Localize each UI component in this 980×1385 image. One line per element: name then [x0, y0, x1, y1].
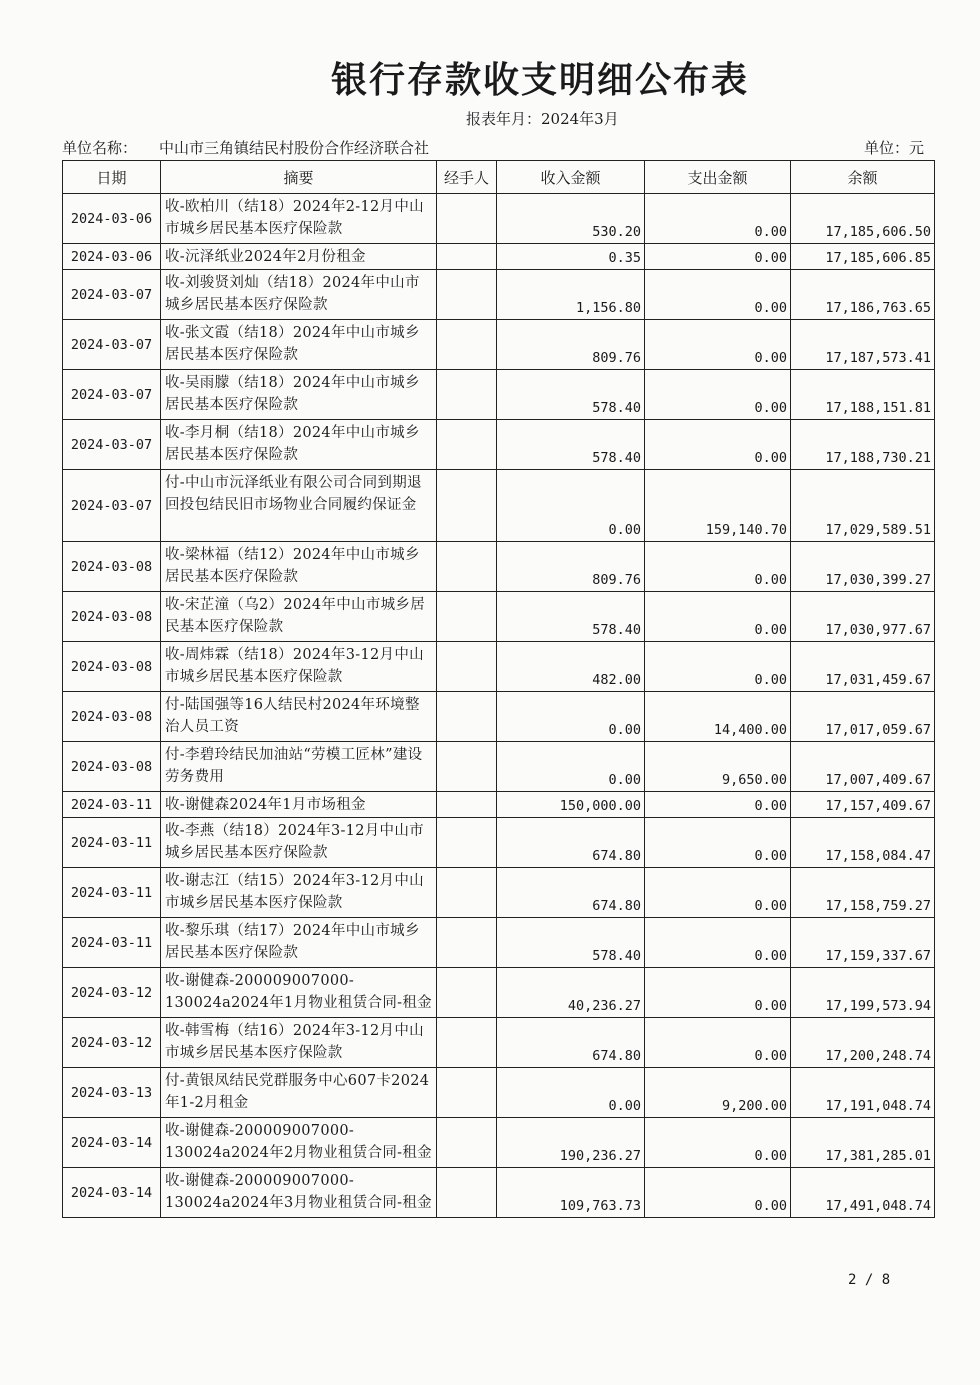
- cell-balance: 17,185,606.85: [791, 244, 935, 270]
- cell-balance: 17,030,399.27: [791, 542, 935, 592]
- cell-income: 809.76: [497, 320, 645, 370]
- cell-date: 2024-03-08: [63, 742, 161, 792]
- table-row: [63, 692, 935, 742]
- cell-income: 530.20: [497, 194, 645, 244]
- cell-summary: 付-陆国强等16人结民村2024年环境整治人员工资: [161, 692, 437, 742]
- cell-date: 2024-03-11: [63, 868, 161, 918]
- cell-date: 2024-03-11: [63, 792, 161, 818]
- cell-balance: 17,188,151.81: [791, 370, 935, 420]
- cell-handler: [437, 542, 497, 592]
- cell-date: 2024-03-07: [63, 270, 161, 320]
- cell-summary: 收-沅泽纸业2024年2月份租金: [161, 244, 437, 270]
- col-header-summary: 摘要: [161, 161, 437, 194]
- cell-summary: 收-谢健森-200009007000-130024a2024年1月物业租赁合同-租金: [161, 968, 437, 1018]
- table-row: [63, 1168, 935, 1218]
- cell-handler: [437, 1118, 497, 1168]
- cell-date: 2024-03-11: [63, 918, 161, 968]
- cell-expense: 0.00: [645, 818, 791, 868]
- cell-balance: 17,159,337.67: [791, 918, 935, 968]
- cell-income: 578.40: [497, 370, 645, 420]
- cell-income: 578.40: [497, 918, 645, 968]
- table-row: [63, 1118, 935, 1168]
- cell-income: 578.40: [497, 420, 645, 470]
- cell-handler: [437, 968, 497, 1018]
- cell-expense: 0.00: [645, 792, 791, 818]
- cell-income: 0.35: [497, 244, 645, 270]
- cell-summary: 收-黎乐琪（结17）2024年中山市城乡居民基本医疗保险款: [161, 918, 437, 968]
- cell-expense: 14,400.00: [645, 692, 791, 742]
- cell-income: 578.40: [497, 592, 645, 642]
- cell-handler: [437, 692, 497, 742]
- cell-date: 2024-03-07: [63, 470, 161, 542]
- cell-date: 2024-03-07: [63, 420, 161, 470]
- cell-expense: 159,140.70: [645, 470, 791, 542]
- cell-handler: [437, 792, 497, 818]
- cell-income: 150,000.00: [497, 792, 645, 818]
- table-row: [63, 1018, 935, 1068]
- table-row: [63, 592, 935, 642]
- cell-balance: 17,200,248.74: [791, 1018, 935, 1068]
- report-period: 报表年月：2024年3月: [466, 110, 619, 128]
- cell-summary: 收-宋芷潼（乌2）2024年中山市城乡居民基本医疗保险款: [161, 592, 437, 642]
- cell-summary: 收-吴雨朦（结18）2024年中山市城乡居民基本医疗保险款: [161, 370, 437, 420]
- cell-summary: 付-黄银凤结民党群服务中心607卡2024年1-2月租金: [161, 1068, 437, 1118]
- cell-handler: [437, 1168, 497, 1218]
- table-row: [63, 320, 935, 370]
- table-row: [63, 642, 935, 692]
- cell-balance: 17,031,459.67: [791, 642, 935, 692]
- cell-income: 674.80: [497, 1018, 645, 1068]
- cell-balance: 17,185,606.50: [791, 194, 935, 244]
- cell-summary: 收-刘骏贤刘灿（结18）2024年中山市城乡居民基本医疗保险款: [161, 270, 437, 320]
- cell-handler: [437, 742, 497, 792]
- cell-expense: 0.00: [645, 320, 791, 370]
- cell-expense: 0.00: [645, 918, 791, 968]
- table-row: [63, 244, 935, 270]
- cell-balance: 17,030,977.67: [791, 592, 935, 642]
- cell-summary: 收-欧柏川（结18）2024年2-12月中山市城乡居民基本医疗保险款: [161, 194, 437, 244]
- table-row: [63, 420, 935, 470]
- cell-handler: [437, 642, 497, 692]
- cell-balance: 17,186,763.65: [791, 270, 935, 320]
- cell-handler: [437, 270, 497, 320]
- page-number: 2 / 8: [848, 1272, 891, 1288]
- cell-expense: 0.00: [645, 244, 791, 270]
- table-header-row: [63, 161, 935, 194]
- cell-summary: 收-谢健森-200009007000-130024a2024年3月物业租赁合同-租金: [161, 1168, 437, 1218]
- cell-date: 2024-03-14: [63, 1118, 161, 1168]
- cell-expense: 0.00: [645, 370, 791, 420]
- document-title: 银行存款收支明细公布表: [330, 60, 749, 101]
- cell-expense: 0.00: [645, 1168, 791, 1218]
- cell-date: 2024-03-13: [63, 1068, 161, 1118]
- cell-handler: [437, 420, 497, 470]
- unit-name-label: 单位名称：: [62, 139, 138, 157]
- cell-expense: 0.00: [645, 1018, 791, 1068]
- cell-expense: 9,650.00: [645, 742, 791, 792]
- cell-summary: 收-韩雪梅（结16）2024年3-12月中山市城乡居民基本医疗保险款: [161, 1018, 437, 1068]
- cell-income: 482.00: [497, 642, 645, 692]
- currency-unit: 单位：元: [863, 139, 924, 157]
- cell-income: 40,236.27: [497, 968, 645, 1018]
- cell-balance: 17,187,573.41: [791, 320, 935, 370]
- col-header-date: 日期: [63, 161, 161, 194]
- cell-balance: 17,157,409.67: [791, 792, 935, 818]
- cell-summary: 收-谢健森2024年1月市场租金: [161, 792, 437, 818]
- cell-date: 2024-03-07: [63, 370, 161, 420]
- cell-handler: [437, 244, 497, 270]
- col-header-income: 收入金额: [497, 161, 645, 194]
- table-row: [63, 194, 935, 244]
- cell-summary: 收-张文霞（结18）2024年中山市城乡居民基本医疗保险款: [161, 320, 437, 370]
- cell-date: 2024-03-08: [63, 642, 161, 692]
- cell-summary: 收-周炜霖（结18）2024年3-12月中山市城乡居民基本医疗保险款: [161, 642, 437, 692]
- cell-date: 2024-03-08: [63, 692, 161, 742]
- cell-date: 2024-03-12: [63, 1018, 161, 1068]
- table-row: [63, 742, 935, 792]
- cell-handler: [437, 918, 497, 968]
- cell-income: 674.80: [497, 868, 645, 918]
- cell-date: 2024-03-08: [63, 592, 161, 642]
- cell-summary: 收-谢健森-200009007000-130024a2024年2月物业租赁合同-租金: [161, 1118, 437, 1168]
- cell-date: 2024-03-07: [63, 320, 161, 370]
- cell-balance: 17,199,573.94: [791, 968, 935, 1018]
- cell-expense: 9,200.00: [645, 1068, 791, 1118]
- table-row: [63, 918, 935, 968]
- cell-balance: 17,191,048.74: [791, 1068, 935, 1118]
- cell-income: 0.00: [497, 742, 645, 792]
- cell-income: 0.00: [497, 1068, 645, 1118]
- cell-income: 109,763.73: [497, 1168, 645, 1218]
- cell-expense: 0.00: [645, 592, 791, 642]
- cell-date: 2024-03-08: [63, 542, 161, 592]
- col-header-balance: 余额: [791, 161, 935, 194]
- table-row: [63, 270, 935, 320]
- cell-handler: [437, 194, 497, 244]
- cell-income: 674.80: [497, 818, 645, 868]
- table-row: [63, 370, 935, 420]
- cell-income: 0.00: [497, 692, 645, 742]
- cell-handler: [437, 818, 497, 868]
- cell-income: 190,236.27: [497, 1118, 645, 1168]
- cell-date: 2024-03-06: [63, 244, 161, 270]
- cell-balance: 17,491,048.74: [791, 1168, 935, 1218]
- cell-expense: 0.00: [645, 968, 791, 1018]
- cell-balance: 17,158,759.27: [791, 868, 935, 918]
- cell-handler: [437, 320, 497, 370]
- table-row: [63, 470, 935, 542]
- cell-handler: [437, 1018, 497, 1068]
- cell-handler: [437, 1068, 497, 1118]
- cell-income: 1,156.80: [497, 270, 645, 320]
- cell-summary: 收-李燕（结18）2024年3-12月中山市城乡居民基本医疗保险款: [161, 818, 437, 868]
- cell-expense: 0.00: [645, 868, 791, 918]
- cell-balance: 17,158,084.47: [791, 818, 935, 868]
- cell-balance: 17,029,589.51: [791, 470, 935, 542]
- cell-expense: 0.00: [645, 270, 791, 320]
- cell-handler: [437, 868, 497, 918]
- col-header-expense: 支出金额: [645, 161, 791, 194]
- cell-expense: 0.00: [645, 194, 791, 244]
- table-row: [63, 792, 935, 818]
- table-row: [63, 1068, 935, 1118]
- table-row: [63, 968, 935, 1018]
- table-row: [63, 542, 935, 592]
- cell-balance: 17,017,059.67: [791, 692, 935, 742]
- cell-income: 0.00: [497, 470, 645, 542]
- cell-expense: 0.00: [645, 1118, 791, 1168]
- cell-handler: [437, 592, 497, 642]
- cell-date: 2024-03-06: [63, 194, 161, 244]
- unit-name: [62, 137, 429, 158]
- cell-expense: 0.00: [645, 542, 791, 592]
- unit-name-value: 中山市三角镇结民村股份合作经济联合社: [159, 139, 430, 157]
- table-row: [63, 868, 935, 918]
- col-header-handler: 经手人: [437, 161, 497, 194]
- cell-summary: 收-梁林福（结12）2024年中山市城乡居民基本医疗保险款: [161, 542, 437, 592]
- cell-summary: 收-李月桐（结18）2024年中山市城乡居民基本医疗保险款: [161, 420, 437, 470]
- cell-handler: [437, 470, 497, 542]
- cell-handler: [437, 370, 497, 420]
- table-row: [63, 818, 935, 868]
- cell-summary: 付-李碧玲结民加油站“劳模工匠林”建设劳务费用: [161, 742, 437, 792]
- cell-balance: 17,381,285.01: [791, 1118, 935, 1168]
- cell-expense: 0.00: [645, 642, 791, 692]
- cell-summary: 收-谢志江（结15）2024年3-12月中山市城乡居民基本医疗保险款: [161, 868, 437, 918]
- cell-date: 2024-03-12: [63, 968, 161, 1018]
- ledger-table: [62, 160, 935, 1218]
- cell-date: 2024-03-14: [63, 1168, 161, 1218]
- cell-expense: 0.00: [645, 420, 791, 470]
- cell-date: 2024-03-11: [63, 818, 161, 868]
- cell-income: 809.76: [497, 542, 645, 592]
- cell-balance: 17,188,730.21: [791, 420, 935, 470]
- cell-balance: 17,007,409.67: [791, 742, 935, 792]
- cell-summary: 付-中山市沅泽纸业有限公司合同到期退回投包结民旧市场物业合同履约保证金: [161, 470, 437, 542]
